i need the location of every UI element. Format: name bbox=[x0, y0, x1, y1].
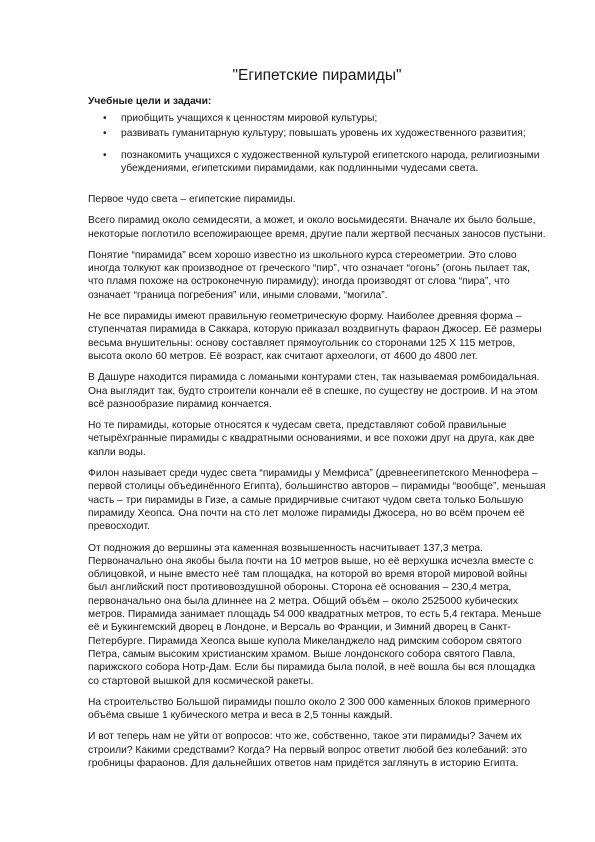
paragraph-blocks: На строительство Большой пирамиды пошло около 2 300 000 каменных блоков примерного объёма свыше 1 кубического метра и веса в 2,5 тонны каждый. bbox=[88, 696, 531, 722]
goal-item bbox=[88, 127, 546, 140]
goal-item-text: развивать гуманитарную культуру; повышать уровень их художественного развития; bbox=[121, 128, 526, 139]
goals-list bbox=[88, 112, 546, 175]
goal-item bbox=[88, 149, 546, 175]
black-bullet-icon: • bbox=[103, 150, 107, 161]
paragraph-etymology: Понятие “пирамида” всем хорошо известно из школьного курса стереометрии. Это слово иногда толкуют как производное от греческого “пир”, что означает “огонь” (огонь пылает так, что пламя похоже на остроконечную пирамиду); иногда производят от слова “пира”, что означает “граница погребения” или, иными словами, “могила”. bbox=[88, 249, 531, 301]
black-bullet-icon: • bbox=[103, 113, 107, 124]
goal-item-text: приобщить учащихся к ценностям мировой культуры; bbox=[121, 113, 378, 124]
paragraph-saqqara: Не все пирамиды имеют правильную геометрическую форму. Наиболее древняя форма – ступенчатая пирамида в Саккара, которую приказал воздвигнуть фараон Джосер. Её размеры весьма внушительны: основу составляет прямоугольник со сторонами 125 X 115 метров, высота около 60 метров. Её возраст, как считают археологи, от 4600 до 4800 лет. bbox=[88, 311, 542, 362]
paragraph-dahshur: В Дашуре находится пирамида с ломаными контурами стен, так называемая ромбоидальная. Она выглядит так, будто строители кончали её в спешке, по существу не достроив. И на этом всё разнообразие пирамид кончается. bbox=[88, 372, 540, 410]
black-bullet-icon: • bbox=[103, 128, 107, 139]
paragraph-regular-pyramids: Но те пирамиды, которые относятся к чудесам света, представляют собой правильные четырёхгранные пирамиды с квадратными основаниями, и все похожи друг на друга, как две капли воды. bbox=[88, 420, 535, 458]
document-title: "Египетские пирамиды" bbox=[232, 67, 402, 84]
paragraph-philo: Филон называет среди чудес света “пирамиды у Мемфиса” (древнеегипетского Меннофера – первой столицы объединённого Египта), большинство авторов – пирамиды “вообще”, меньшая часть – три пирамиды в Гизе, а самые придирчивые считают чудом света только Большую пирамиду Хеопса. Она почти на сто лет моложе пирамиды Джосера, но во всём прочем её превосходит. bbox=[88, 468, 546, 533]
paragraph-questions: И вот теперь нам не уйти от вопросов: что же, собственно, такое эти пирамиды? Зачем их строили? Какими средствами? Когда? На первый вопрос ответит любой без колебаний: это гробницы фараонов. Для дальнейших ответов нам придётся заглянуть в историю Египта. bbox=[88, 731, 528, 769]
paragraph-pyramid-count: Всего пирамид около семидесяти, а может, и около восьмидесяти. Вначале их было больше, некоторые поглотило всепожирающее время, другие пали жертвой песчаных заносов пустыни. bbox=[88, 215, 546, 240]
goal-item bbox=[88, 112, 546, 125]
paragraph-first-wonder: Первое чудо света – египетские пирамиды. bbox=[88, 194, 296, 205]
goals-heading: Учебные цели и задачи: bbox=[88, 96, 212, 107]
goal-item-text: познакомить учащихся с художественной культурой египетского народа, религиозными убеждениями, египетскими пирамидами, как подлинными чудесами света. bbox=[121, 150, 540, 174]
document-page bbox=[88, 66, 546, 778]
paragraph-cheops-dimensions: От подножия до вершины эта каменная возвышенность насчитывает 137,3 метра. Первоначально она якобы была почти на 10 метров выше, но её верхушка исчезла вместе с облицовкой, и ныне вместо неё там площадка, на которой во время второй мировой войны был английский пост противовоздушной обороны. Сторона её основания – 230,4 метра, первоначально она была длиннее на 2 метра. Общий объём – около 2525000 кубических метров. Пирамида занимает площадь 54 000 квадратных метров, то есть 5,4 гектара. Меньше её и Букингемский дворец в Лондоне, и Версаль во Франции, и Зимний дворец в Санкт-Петербурге. Пирамида Хеопса выше купола Микеланджело над римским собором святого Петра, самым высоким христианским храмом. Выше лондонского собора святого Павла, парижского собора Нотр-Дам. Если бы пирамида была полой, в неё вошла бы вся площадка со стартовой вышкой для космической ракеты. bbox=[88, 542, 542, 687]
